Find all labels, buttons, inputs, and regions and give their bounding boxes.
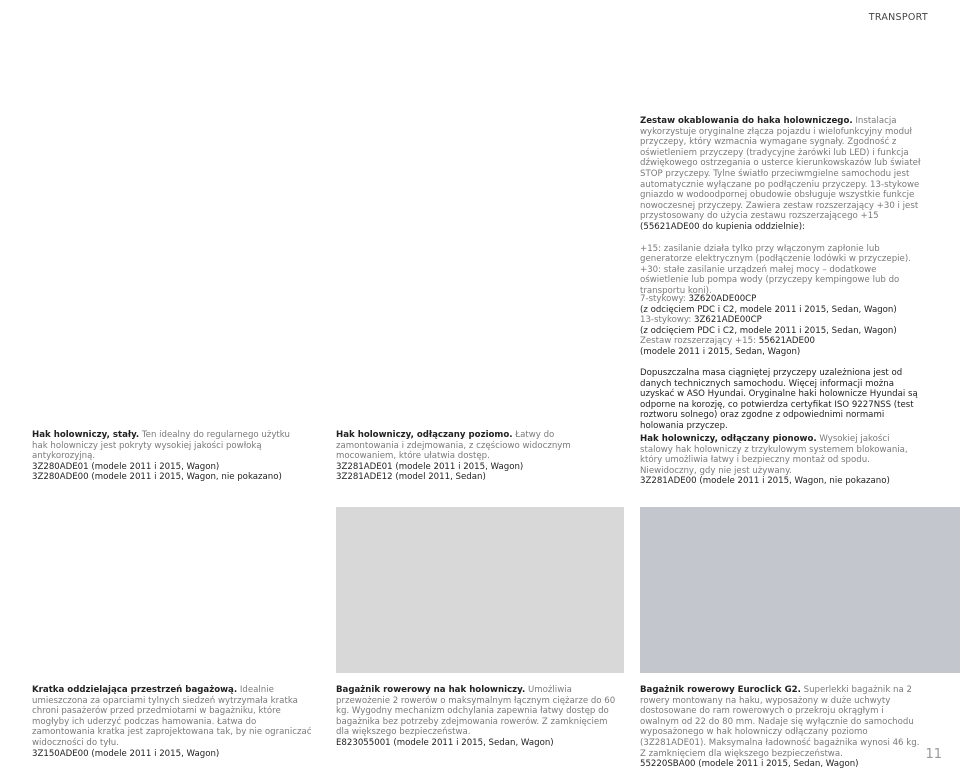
product-name: Bagażnik rowerowy na hak holowniczy. (336, 685, 526, 695)
code-line: (z odcięciem PDC i C2, modele 2011 i 2015, Sedan, Wagon) (640, 304, 897, 315)
wiring-plus15: +15: zasilanie działa tylko przy włączonym zapłonie lub generatorze elektrycznym (podłączenie lodówki w przyczepie). (640, 243, 911, 265)
wiring-kit-text (640, 116, 925, 308)
code-line: (z odcięciem PDC i C2, modele 2011 i 2015, Sedan, Wagon) (640, 325, 897, 336)
mass-note: Dopuszczalna masa ciągniętej przyczepy uzależniona jest od danych technicznych samochodu. Więcej informacji można uzyskać w ASO Hyundai. Oryginalne haki holownicze Hyundai są odporne na korozję, co potwierdza certyfikat ISO 9227NSS (test roztworu solnego) oraz zgodne z odpowiednimi normami holowania przyczep. (640, 368, 918, 431)
page-number: 11 (925, 747, 942, 763)
wiring-codes (640, 294, 925, 358)
product-code: 3Z281ADE12 (model 2011, Sedan) (336, 472, 486, 483)
product-luggage-grille (32, 685, 312, 759)
product-desc: Wysokiej jakości stalowy hak holowniczy z trzykulowym systemem blokowania, który umożliwia łatwy i bezpieczny montaż od spodu. Niewidoczny, gdy nie jest używany. (640, 434, 908, 476)
code-line: 13-stykowy: 3Z621ADE00CP (640, 315, 762, 326)
code-line: (modele 2011 i 2015, Sedan, Wagon) (640, 346, 801, 357)
wiring-intro-text: Instalacja wykorzystuje oryginalne złącza pojazdu i wielofunkcyjny moduł przyczepy, który wzmacnia wymagane sygnały. Zgodność z oświetleniem przyczepy (tradycyjne żarówki lub LED) i funkcja dźwiękowego ostrzegania o usterce kierunkowskazów lub świateł STOP przyczepy. Tylne światło przeciwmgielne samochodu jest automatycznie wyłączane po podłączeniu przyczepy. 13-stykowe gniazdo w wodoodpornej obudowie obsługuje wszystkie funkcje nowoczesnej przyczepy. Zawiera zestaw rozszerzający +30 i jest przystosowany do użycia zestawu rozszerzającego +15 (640, 116, 921, 222)
product-code: 3Z150ADE00 (modele 2011 i 2015, Wagon) (32, 748, 220, 759)
product-photo-dark (640, 507, 960, 673)
wiring-intro-code: (55621ADE00 do kupienia oddzielnie): (640, 221, 805, 232)
product-code: E823055001 (modele 2011 i 2015, Sedan, Wagon) (336, 737, 554, 748)
product-code: 3Z281ADE00 (modele 2011 i 2015, Wagon, nie pokazano) (640, 476, 890, 487)
product-fixed-towbar (32, 430, 297, 483)
product-name: Bagażnik rowerowy Euroclick G2. (640, 685, 801, 695)
product-code: 55220SBA00 (modele 2011 i 2015, Sedan, Wagon) (640, 759, 859, 770)
product-code: 3Z280ADE00 (modele 2011 i 2015, Wagon, nie pokazano) (32, 472, 282, 483)
product-code: 3Z281ADE01 (modele 2011 i 2015, Wagon) (336, 461, 524, 472)
wiring-plus30: +30: stałe zasilanie urządzeń małej mocy – dodatkowe oświetlenie lub pompa wody (przyczepy kempingowe lub do transportu koni). (640, 264, 900, 296)
wiring-intro-title: Zestaw okablowania do haka holowniczego. (640, 116, 853, 126)
product-photo-light (336, 507, 624, 673)
product-name: Kratka oddzielająca przestrzeń bagażową. (32, 685, 238, 695)
product-desc: Umożliwia przewożenie 2 rowerów o maksymalnym łącznym ciężarze do 60 kg. Wygodny mechanizm odchylania zapewnia łatwy dostęp do bagażnika bez potrzeby zdejmowania rowerów. Z zamknięciem dla większego bezpieczeństwa. (336, 685, 616, 738)
section-title: TRANSPORT (868, 12, 928, 23)
product-desc: Superlekki bagażnik na 2 rowery montowany na haku, wyposażony w duże uchwyty dostosowane do ram rowerowych o przekroju okrągłym i owalnym od 22 do 80 mm. Nadaje się wyłącznie do samochodu wyposażonego w hak holowniczy odłączany poziomo (3Z281ADE01). Maksymalna ładowność bagażnika wynosi 46 kg. Z zamknięciem dla większego bezpieczeństwa. (640, 685, 920, 759)
product-vertical-towbar (640, 434, 925, 487)
product-desc: Ten idealny do regularnego użytku hak holowniczy jest pokryty wysokiej jakości powłoką antykorozyjną. (32, 430, 290, 462)
product-horizontal-towbar (336, 430, 608, 483)
code-line: Zestaw rozszerzający +15: 55621ADE00 (640, 336, 815, 347)
code-line: 7-stykowy: 3Z620ADE00CP (640, 294, 757, 304)
product-bike-carrier (336, 685, 616, 749)
product-desc: Łatwy do zamontowania i zdejmowania, z częściowo widocznym mocowaniem, które ułatwia dostęp. (336, 430, 571, 462)
product-name: Hak holowniczy, odłączany poziomo. (336, 430, 513, 440)
product-code: 3Z280ADE01 (modele 2011 i 2015, Wagon) (32, 461, 220, 472)
product-name: Hak holowniczy, stały. (32, 430, 140, 440)
product-name: Hak holowniczy, odłączany pionowo. (640, 434, 817, 444)
wiring-intro (640, 116, 925, 233)
product-euroclick-carrier (640, 685, 925, 770)
product-desc: Idealnie umieszczona za oparciami tylnych siedzeń wytrzymała kratka chroni pasażerów przed przedmiotami w bagażniku, które mogłyby ich uderzyć podczas hamowania. Łatwa do zamontowania kratka jest zaprojektowana tak, by nie ograniczać widoczności do tyłu. (32, 685, 312, 748)
